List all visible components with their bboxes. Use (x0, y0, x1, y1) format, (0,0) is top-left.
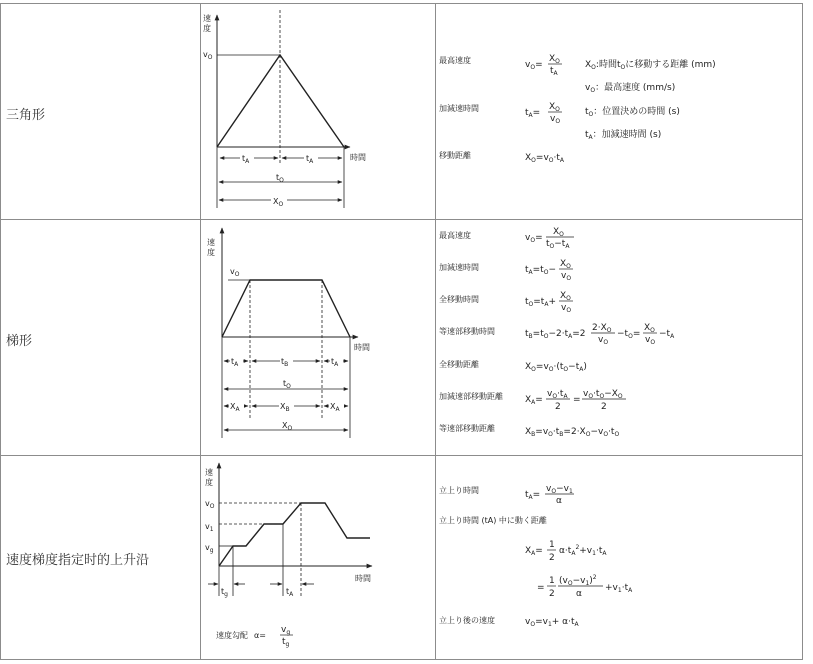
gradient-tg-label: $t_g$ (221, 587, 228, 598)
trapezoid-formula-2-lhs: $t_A=t_O-$ (525, 265, 556, 276)
trapezoid-formula-4-num1: $2\cdot X_O$ (592, 323, 612, 334)
trapezoid-formula-6-den1: 2 (555, 402, 561, 412)
trapezoid-formula-4-lhs: $t_B=t_O-2\cdot t_A=2$ (525, 329, 586, 340)
triangle-v0-label: $v_O$ (203, 50, 213, 61)
triangle-note-1: $X_O$:時間$t_O$に移動する距離 (mm) (585, 60, 716, 71)
trapezoid-formula-6-den2: 2 (601, 402, 607, 412)
gradient-axis-speed-1: 速 (205, 468, 213, 477)
trapezoid-formula-7-expr: $X_B=v_O\cdot t_B=2\cdot X_O-v_O\cdot t_O$ (525, 427, 620, 438)
triangle-formula-name-2: 加減速時間 (439, 104, 479, 113)
trapezoid-formula-name-7: 等速部移動距離 (439, 424, 495, 433)
gradient-slope-label: 速度勾配 α= (216, 631, 266, 640)
trapezoid-formula-1-num: $X_O$ (553, 227, 564, 238)
triangle-axis-speed-2: 度 (203, 24, 211, 33)
triangle-formula-2-den: $v_O$ (550, 114, 561, 125)
triangle-note-3: $t_O$：位置決めの時間 (s) (585, 107, 680, 118)
gradient-formula-3-rest: $\alpha\cdot t_A^2+v_1\cdot t_A$ (559, 544, 607, 557)
triangle-formula-name-1: 最高速度 (439, 56, 471, 65)
trapezoid-formula-4-den2: $v_O$ (645, 335, 656, 346)
triangle-diagram (203, 10, 366, 208)
trapezoid-formula-4-den1: $v_O$ (598, 335, 609, 346)
trapezoid-formula-3-num: $X_O$ (560, 291, 571, 302)
gradient-formula-3-num: 1 (549, 540, 555, 550)
trapezoid-formula-name-1: 最高速度 (439, 231, 471, 240)
trapezoid-formula-3-lhs: $t_O=t_A+$ (525, 297, 556, 308)
gradient-time-label: 時間 (355, 574, 371, 583)
gradient-formula-1-num: $v_O-v_1$ (546, 484, 573, 495)
trapezoid-diagram (207, 228, 370, 438)
gradient-formula-name-2: 立上り時間 (tA) 中に動く距離 (439, 516, 547, 525)
gradient-formula-3-lhs: $X_A=$ (525, 546, 543, 557)
gradient-v0-label: $v_O$ (205, 499, 215, 510)
gradient-formula-4-num2: $(v_O-v_1)^2$ (559, 574, 597, 587)
trapezoid-XB-label: $X_B$ (280, 402, 290, 413)
triangle-tA2-label: $t_A$ (306, 154, 314, 165)
trapezoid-formula-name-5: 全移動距離 (439, 360, 479, 369)
trapezoid-time-label: 時間 (354, 343, 370, 352)
triangle-tA1-label: $t_A$ (242, 154, 250, 165)
trapezoid-formula-4-tail: $-t_A$ (659, 329, 675, 340)
trapezoid-axis-speed-1: 速 (207, 238, 215, 247)
trapezoid-formula-2-den: $v_O$ (561, 271, 572, 282)
trapezoid-speed-profile (222, 280, 350, 337)
row-label-triangle: 三角形 (6, 108, 46, 123)
gradient-slope-num: $v_g$ (281, 625, 291, 636)
gradient-vg-label: $v_g$ (205, 543, 214, 554)
gradient-axis-speed-2: 度 (205, 478, 213, 487)
triangle-formulas (439, 54, 716, 164)
triangle-formula-2-num: $X_O$ (549, 102, 560, 113)
triangle-formula-2-lhs: $t_A=$ (525, 108, 541, 119)
gradient-tA-label: $t_A$ (286, 587, 294, 598)
trapezoid-formulas (439, 227, 675, 438)
gradient-formula-4-rest: $+v_1\cdot t_A$ (605, 583, 633, 594)
gradient-formula-1-lhs: $t_A=$ (525, 490, 541, 501)
gradient-slope-den: $t_g$ (282, 637, 290, 648)
trapezoid-formula-6-lhs: $X_A=$ (525, 395, 543, 406)
gradient-formula-name-1: 立上り時間 (439, 486, 479, 495)
triangle-formula-3-expr: $X_O=v_O\cdot t_A$ (525, 153, 565, 164)
triangle-formula-1-num: $X_O$ (549, 54, 560, 65)
gradient-formula-5-expr: $v_O=v_1+ \alpha\cdot t_A$ (525, 617, 579, 628)
trapezoid-XO-label: $X_O$ (282, 421, 293, 432)
trapezoid-formula-name-3: 全移動時間 (439, 295, 479, 304)
trapezoid-formula-name-2: 加減速時間 (439, 263, 479, 272)
trapezoid-XA2-label: $X_A$ (330, 402, 340, 413)
trapezoid-formula-4-num2: $X_O$ (644, 323, 655, 334)
gradient-formula-name-5: 立上り後の速度 (439, 616, 495, 625)
triangle-tO-label: $t_O$ (276, 173, 284, 184)
trapezoid-tA1-label: $t_A$ (231, 357, 239, 368)
triangle-formula-name-3: 移動距離 (439, 151, 471, 160)
gradient-formulas (439, 484, 633, 628)
gradient-formula-1-den: α (556, 496, 562, 506)
trapezoid-tB-label: $t_B$ (281, 357, 289, 368)
trapezoid-formula-6-num1: $v_O\cdot t_A$ (547, 389, 568, 400)
trapezoid-formula-6-num2: $v_O\cdot t_O-X_O$ (583, 389, 623, 400)
triangle-speed-profile (217, 55, 344, 147)
trapezoid-v0-label: $v_O$ (230, 267, 240, 278)
trapezoid-tA2-label: $t_A$ (331, 357, 339, 368)
gradient-formula-4-minus: = (537, 583, 545, 593)
gradient-formula-4-den: 2 (549, 589, 555, 599)
trapezoid-tO-label: $t_O$ (283, 379, 291, 390)
trapezoid-axis-speed-2: 度 (207, 248, 215, 257)
triangle-XO-label: $X_O$ (273, 197, 284, 208)
triangle-time-label: 時間 (350, 153, 366, 162)
gradient-formula-4-den2: α (576, 589, 582, 599)
gradient-formula-3-den: 2 (549, 553, 555, 563)
gradient-diagram (205, 463, 372, 648)
gradient-formula-4-num: 1 (549, 576, 555, 586)
row-label-trapezoid: 梯形 (6, 334, 33, 349)
triangle-axis-speed-1: 速 (203, 14, 211, 23)
trapezoid-formula-name-6: 加減速部移動距離 (439, 392, 503, 401)
gradient-v1-label: $v_1$ (205, 522, 214, 533)
trapezoid-formula-6-mid: = (573, 395, 581, 405)
triangle-formula-1-den: $t_A$ (550, 66, 558, 77)
triangle-note-4: $t_A$：加減速時間 (s) (585, 130, 662, 141)
trapezoid-formula-1-den: $t_O-t_A$ (546, 239, 570, 250)
triangle-note-2: $v_O$：最高速度 (mm/s) (585, 83, 676, 94)
gradient-speed-profile (219, 503, 370, 566)
row-label-gradient: 速度梯度指定时的上升沿 (6, 553, 150, 568)
trapezoid-formula-2-num: $X_O$ (560, 259, 571, 270)
trapezoid-XA1-label: $X_A$ (230, 402, 240, 413)
trapezoid-formula-name-4: 等速部移動時間 (439, 327, 495, 336)
triangle-formula-1-lhs: $v_O=$ (525, 60, 543, 71)
trapezoid-formula-4-mid: $-t_O=$ (617, 329, 641, 340)
trapezoid-formula-3-den: $v_O$ (561, 303, 572, 314)
trapezoid-formula-1-lhs: $v_O=$ (525, 233, 543, 244)
trapezoid-formula-5-expr: $X_O=v_O\cdot(t_O-t_A)$ (525, 362, 587, 373)
